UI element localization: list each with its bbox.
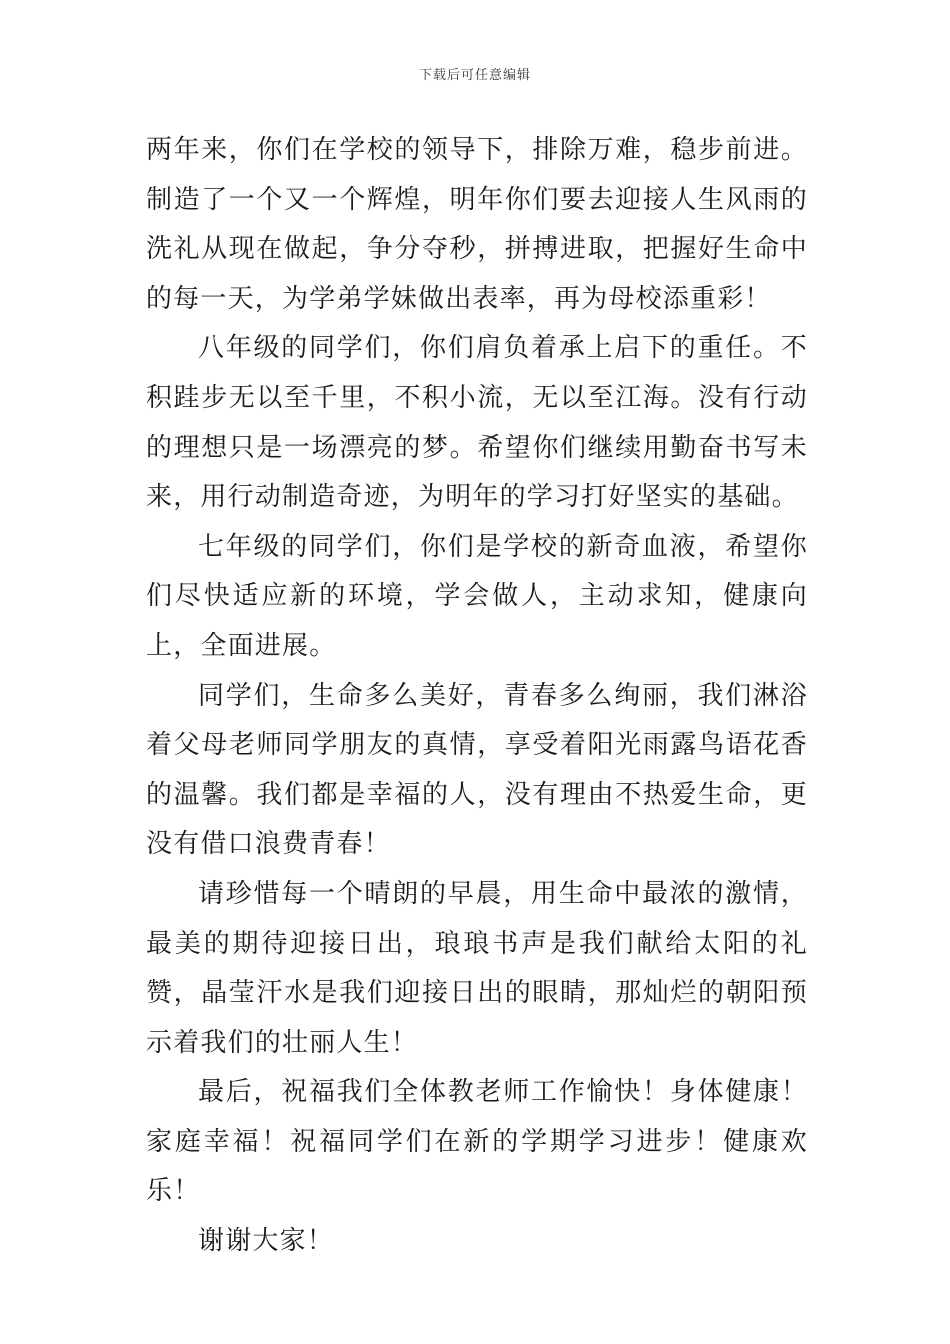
page-header-note: 下载后可任意编辑 xyxy=(418,68,531,83)
paragraph-5: 请珍惜每一个晴朗的早晨，用生命中最浓的激情，最美的期待迎接日出，琅琅书声是我们献给太阳的礼赞，晶莹汗水是我们迎接日出的眼睛，那灿烂的朝阳预示着我们的壮丽人生！ xyxy=(146,878,808,1058)
paragraph-2: 八年级的同学们，你们肩负着承上启下的重任。不积跬步无以至千里，不积小流，无以至江海。没有行动的理想只是一场漂亮的梦。希望你们继续用勤奋书写未来，用行动制造奇迹，为明年的学习打好坚实的基础。 xyxy=(146,333,808,513)
paragraph-1: 两年来，你们在学校的领导下，排除万难，稳步前进。制造了一个又一个辉煌，明年你们要去迎接人生风雨的洗礼从现在做起，争分夺秒，拼搏进取，把握好生命中的每一天，为学弟学妹做出表率，再为母校添重彩！ xyxy=(146,135,808,314)
document-body xyxy=(146,126,808,1267)
paragraph-4: 同学们，生命多么美好，青春多么绚丽，我们淋浴着父母老师同学朋友的真情，享受着阳光雨露鸟语花香的温馨。我们都是幸福的人，没有理由不热爱生命，更没有借口浪费青春！ xyxy=(146,680,808,860)
paragraph-7: 谢谢大家！ xyxy=(198,1226,335,1257)
paragraph-3: 七年级的同学们，你们是学校的新奇血液，希望你们尽快适应新的环境，学会做人，主动求知，健康向上，全面进展。 xyxy=(146,531,808,661)
paragraph-6: 最后，祝福我们全体教老师工作愉快！身体健康！家庭幸福！祝福同学们在新的学期学习进步！健康欢乐！ xyxy=(146,1077,808,1207)
